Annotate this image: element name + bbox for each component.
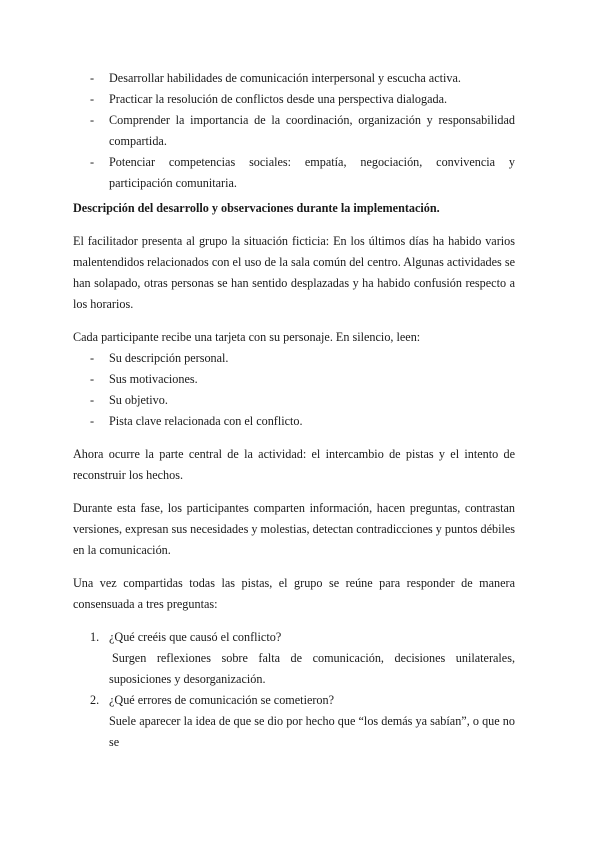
questions-list	[73, 627, 515, 753]
list-dash: -	[90, 92, 95, 106]
question-item	[73, 627, 515, 690]
question-text: ¿Qué creéis que causó el conflicto?	[109, 630, 282, 644]
objective-text: Potenciar competencias sociales: empatía, negociación, convivencia y participación comunitaria.	[109, 155, 515, 190]
answer-text: Suele aparecer la idea de que se dio por hecho que “los demás ya sabían”, o que no se	[109, 714, 515, 749]
list-item	[73, 390, 515, 411]
list-item	[73, 348, 515, 369]
objective-text: Comprender la importancia de la coordinación, organización y responsabilidad compartida.	[109, 113, 515, 148]
list-dash: -	[90, 113, 95, 127]
list-item	[73, 110, 515, 152]
list-dash: -	[90, 155, 95, 169]
list-dash: -	[90, 414, 95, 428]
list-item	[73, 369, 515, 390]
after-phase-paragraph: Una vez compartidas todas las pistas, el grupo se reúne para responder de manera consensuada a tres preguntas:	[73, 576, 515, 611]
answer-text: Surgen reflexiones sobre falta de comunicación, decisiones unilaterales, suposiciones y desorganización.	[109, 651, 515, 686]
objectives-list	[73, 68, 515, 194]
card-item-text: Su objetivo.	[109, 393, 168, 407]
list-dash: -	[90, 71, 95, 85]
card-paragraph: Cada participante recibe una tarjeta con su personaje. En silencio, leen:	[73, 330, 421, 344]
list-dash: -	[90, 351, 95, 365]
question-number: 1.	[90, 630, 100, 644]
list-item	[73, 152, 515, 194]
list-item	[73, 411, 515, 432]
card-items-list	[73, 348, 515, 432]
card-item-text: Su descripción personal.	[109, 351, 229, 365]
section-heading: Descripción del desarrollo y observaciones durante la implementación.	[73, 201, 440, 215]
intro-paragraph: El facilitador presenta al grupo la situación ficticia: En los últimos días ha habido varios malentendidos relacionados con el uso de la sala común del centro. Algunas actividades se han solapado, otras personas se han sentido desplazadas y ha habido confusión respecto a los horarios.	[73, 234, 515, 311]
list-item	[73, 68, 515, 89]
list-item	[73, 89, 515, 110]
card-item-text: Pista clave relacionada con el conflicto.	[109, 414, 303, 428]
question-number: 2.	[90, 693, 100, 707]
objective-text: Desarrollar habilidades de comunicación interpersonal y escucha activa.	[109, 71, 461, 85]
document-page	[73, 68, 515, 753]
during-phase-paragraph: Durante esta fase, los participantes comparten información, hacen preguntas, contrastan versiones, expresan sus necesidades y molestias, detectan contradicciones y puntos débiles en la comunicación.	[73, 501, 516, 557]
question-text: ¿Qué errores de comunicación se cometieron?	[109, 693, 335, 707]
objective-text: Practicar la resolución de conflictos desde una perspectiva dialogada.	[109, 92, 448, 106]
list-dash: -	[90, 372, 95, 386]
question-item	[73, 690, 515, 753]
card-item-text: Sus motivaciones.	[109, 372, 198, 386]
central-phase-paragraph: Ahora ocurre la parte central de la actividad: el intercambio de pistas y el intento de reconstruir los hechos.	[73, 447, 515, 482]
list-dash: -	[90, 393, 95, 407]
